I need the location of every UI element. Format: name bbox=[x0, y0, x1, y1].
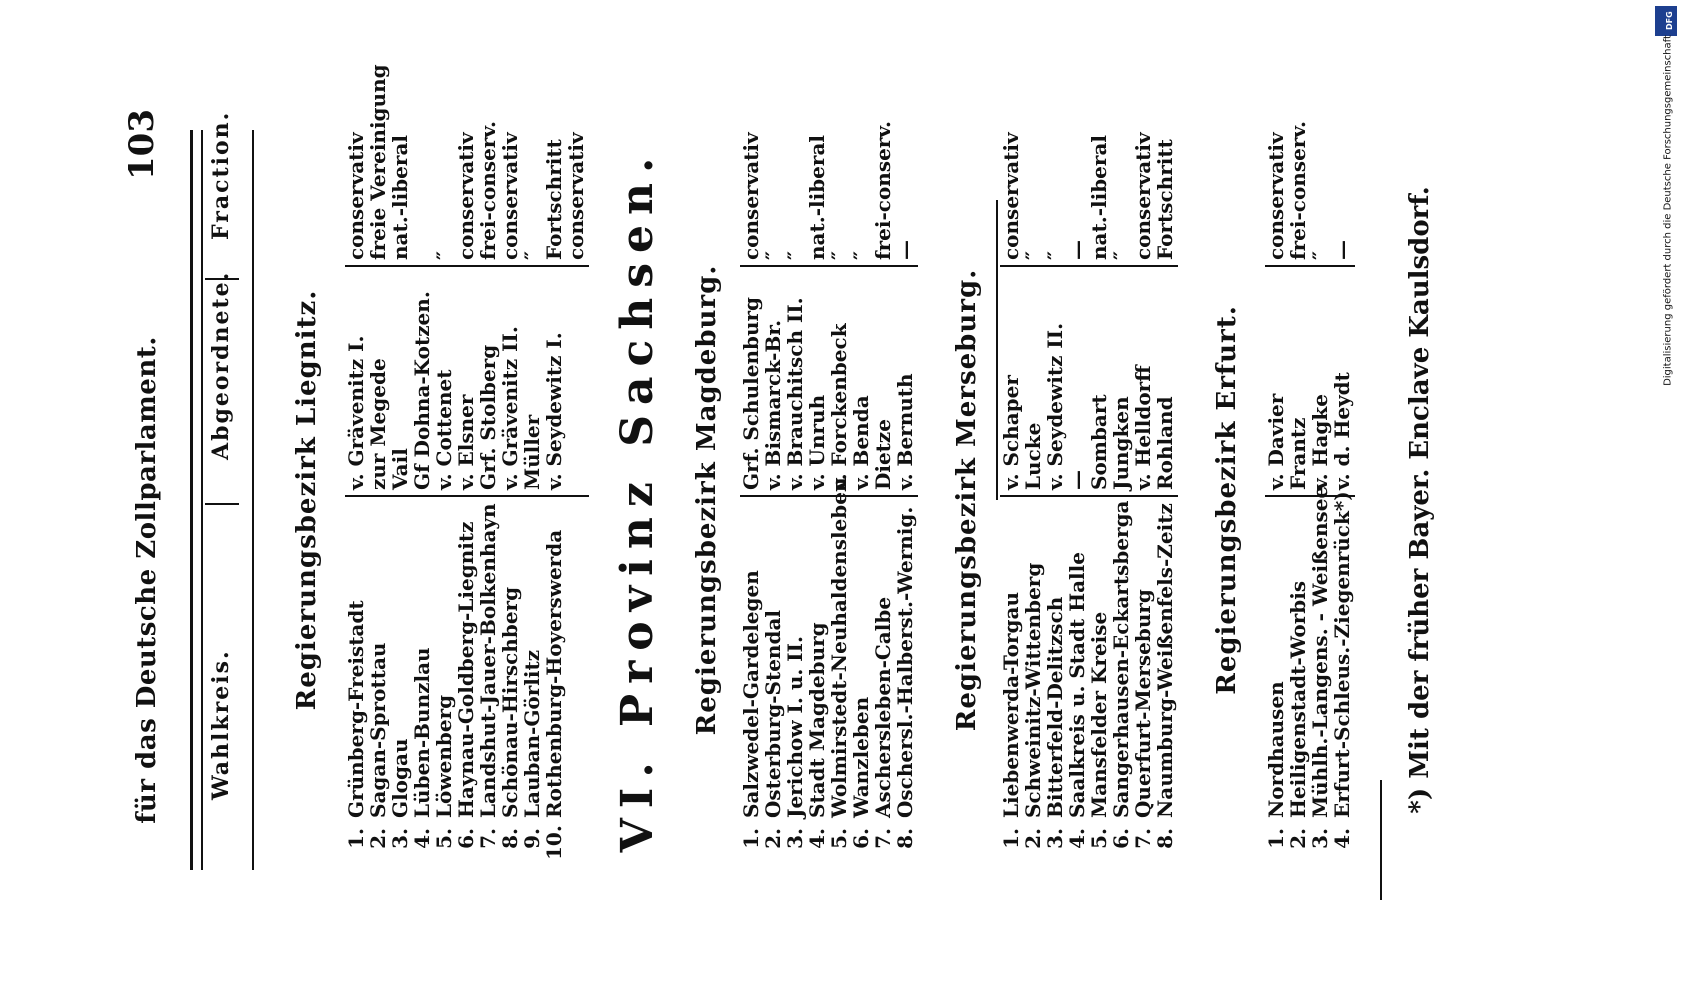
faction-name: ″ bbox=[520, 251, 544, 260]
faction-name: — bbox=[1330, 240, 1354, 260]
faction-name: nat.-liberal bbox=[805, 135, 829, 260]
footnote-rule bbox=[1380, 780, 1382, 900]
table-row bbox=[1331, 40, 1353, 900]
table-row bbox=[894, 40, 916, 900]
row-number: 5. bbox=[1087, 828, 1111, 849]
page-number: 103 bbox=[122, 109, 162, 180]
table-row bbox=[784, 40, 806, 900]
deputy-name: Dietze bbox=[871, 419, 895, 490]
district-name: Erfurt-Schleus.-Ziegenrück*) bbox=[1330, 491, 1354, 818]
table-row bbox=[1309, 40, 1331, 900]
table-row bbox=[367, 40, 389, 900]
deputy-name: v. d. Heydt bbox=[1330, 372, 1354, 490]
row-number: 8. bbox=[1153, 828, 1177, 849]
faction-name: ″ bbox=[827, 251, 851, 260]
deputy-name: Rohland bbox=[1153, 396, 1177, 490]
faction-name: ″ bbox=[1109, 251, 1133, 260]
deputy-name: v. Brauchitsch II. bbox=[783, 297, 807, 490]
row-number: 7. bbox=[476, 828, 500, 849]
running-head: für das Deutsche Zollparlament. bbox=[132, 336, 162, 824]
deputy-name: Grf. Schulenburg bbox=[739, 296, 763, 490]
faction-name: ″ bbox=[1043, 251, 1067, 260]
row-number: 1. bbox=[1264, 828, 1288, 849]
district-name: Rothenburg-Hoyerswerda bbox=[542, 529, 566, 818]
column-divider bbox=[1000, 265, 1178, 267]
column-separator bbox=[205, 278, 239, 280]
district-name: Aschersleben-Calbe bbox=[871, 596, 895, 818]
deputy-name: Grf. Stolberg bbox=[476, 344, 500, 490]
district-name: Wanzleben bbox=[849, 696, 873, 818]
deputy-name: Gf Dohna-Kotzen. bbox=[410, 291, 434, 490]
deputy-name: v. Cottenet bbox=[432, 369, 456, 490]
district-name: Saalkreis u. Stadt Halle bbox=[1065, 552, 1089, 818]
column-divider bbox=[1000, 495, 1178, 497]
faction-name: conservativ bbox=[564, 132, 588, 260]
district-name: Naumburg-Weißenfels-Zeitz bbox=[1153, 503, 1177, 818]
row-number: 3. bbox=[783, 828, 807, 849]
row-number: 4. bbox=[805, 828, 829, 849]
deputy-name: v. Unruh bbox=[805, 394, 829, 490]
deputy-name: v. Seydewitz I. bbox=[542, 332, 566, 490]
faction-name: ″ bbox=[761, 251, 785, 260]
faction-name: ″ bbox=[432, 251, 456, 260]
faction-name: — bbox=[893, 240, 917, 260]
faction-name: frei-conserv. bbox=[871, 121, 895, 260]
table-row bbox=[389, 40, 411, 900]
table-row bbox=[1110, 40, 1132, 900]
district-name: Sangerhausen-Eckartsberga bbox=[1109, 500, 1133, 818]
row-number: 2. bbox=[761, 828, 785, 849]
deputy-name: v. Bernuth bbox=[893, 373, 917, 490]
row-number: 8. bbox=[498, 828, 522, 849]
table-row bbox=[872, 40, 894, 900]
faction-name: — bbox=[1065, 240, 1089, 260]
province-title: VI. Provinz Sachsen. bbox=[612, 147, 663, 853]
row-number: 9. bbox=[520, 828, 544, 849]
row-number: 3. bbox=[1043, 828, 1067, 849]
row-number: 8. bbox=[893, 828, 917, 849]
section-title: Regierungsbezirk Liegnitz. bbox=[292, 289, 322, 711]
section-title: Regierungsbezirk Erfurt. bbox=[1212, 305, 1242, 695]
deputy-name: v. Bismarck-Br. bbox=[761, 319, 785, 490]
deputy-name: v. Benda bbox=[849, 395, 873, 490]
faction-name: ″ bbox=[1021, 251, 1045, 260]
table-row bbox=[521, 40, 543, 900]
table-row bbox=[1066, 40, 1088, 900]
table-row bbox=[455, 40, 477, 900]
table-row bbox=[1088, 40, 1110, 900]
column-header-faction: Fraction. bbox=[208, 110, 234, 240]
digitization-credit: Digitalisierung gefördert durch die Deutsche Forschungsgemeinschaft bbox=[1662, 35, 1674, 386]
table-row bbox=[1132, 40, 1154, 900]
row-number: 3. bbox=[388, 828, 412, 849]
district-name: Osterburg-Stendal bbox=[761, 609, 785, 818]
faction-name: nat.-liberal bbox=[1087, 135, 1111, 260]
table-row bbox=[433, 40, 455, 900]
district-name: Schönau-Hirschberg bbox=[498, 586, 522, 818]
district-name: Jerichow I. u. II. bbox=[783, 636, 807, 818]
column-divider bbox=[740, 265, 918, 267]
faction-name: nat.-liberal bbox=[388, 135, 412, 260]
deputy-name: zur Megede bbox=[366, 358, 390, 490]
deputy-name: v. Helldorff bbox=[1131, 365, 1155, 490]
table-row bbox=[1022, 40, 1044, 900]
row-number: 4. bbox=[1330, 828, 1354, 849]
column-header-district: Wahlkreis. bbox=[208, 649, 234, 800]
district-name: Heiligenstadt-Worbis bbox=[1286, 580, 1310, 818]
faction-name: conservativ bbox=[999, 132, 1023, 260]
row-number: 5. bbox=[827, 828, 851, 849]
row-number: 7. bbox=[871, 828, 895, 849]
faction-name: conservativ bbox=[739, 132, 763, 260]
table-row bbox=[1000, 40, 1022, 900]
deputy-name: Frantz bbox=[1286, 417, 1310, 490]
deputy-name: Müller bbox=[520, 414, 544, 490]
column-separator bbox=[205, 503, 239, 505]
row-number: 3. bbox=[1308, 828, 1332, 849]
deputy-name: v. Seydewitz II. bbox=[1043, 322, 1067, 490]
district-name: Liebenwerda-Torgau bbox=[999, 592, 1023, 818]
district-name: Grünberg-Freistadt bbox=[344, 600, 368, 818]
faction-name: frei-conserv. bbox=[1286, 121, 1310, 260]
district-name: Querfurt-Merseburg bbox=[1131, 589, 1155, 818]
district-name: Salzwedel-Gardelegen bbox=[739, 570, 763, 818]
faction-name: ″ bbox=[783, 251, 807, 260]
district-name: Löwenberg bbox=[432, 694, 456, 818]
faction-name: conservativ bbox=[454, 132, 478, 260]
header-rule bbox=[252, 130, 254, 870]
district-name: Bitterfeld-Delitzsch bbox=[1043, 596, 1067, 818]
deputy-name: Sombart bbox=[1087, 394, 1111, 490]
column-header-deputy: Abgeordnete. bbox=[208, 270, 234, 460]
deputy-name: Lucke bbox=[1021, 422, 1045, 490]
faction-name: ″ bbox=[1308, 251, 1332, 260]
deputy-name: v. Elsner bbox=[454, 394, 478, 490]
district-name: Oschersl.-Halberst.-Wernig. bbox=[893, 506, 917, 818]
deputy-name: Jungken bbox=[1109, 396, 1133, 490]
table-row bbox=[806, 40, 828, 900]
faction-name: frei-conserv. bbox=[476, 121, 500, 260]
table-top-rule bbox=[996, 200, 998, 500]
faction-name: conservativ bbox=[1131, 132, 1155, 260]
district-name: Mühlh.-Langens. - Weißensee bbox=[1308, 485, 1332, 818]
deputy-name: Vail bbox=[388, 448, 412, 490]
table-row bbox=[1265, 40, 1287, 900]
faction-name: conservativ bbox=[1264, 132, 1288, 260]
deputy-name: — bbox=[1065, 470, 1089, 490]
table-row bbox=[740, 40, 762, 900]
row-number: 10. bbox=[542, 825, 566, 860]
row-number: 4. bbox=[1065, 828, 1089, 849]
table-row bbox=[345, 40, 367, 900]
row-number: 5. bbox=[432, 828, 456, 849]
column-divider bbox=[1265, 265, 1355, 267]
faction-name: conservativ bbox=[344, 132, 368, 260]
district-name: Wolmirstedt-Neuhaldensleben bbox=[827, 477, 851, 818]
table-row bbox=[543, 40, 565, 900]
district-name: Mansfelder Kreise bbox=[1087, 611, 1111, 818]
faction-name: conservativ bbox=[498, 132, 522, 260]
column-divider bbox=[740, 495, 918, 497]
table-row bbox=[828, 40, 850, 900]
faction-name: freie Vereinigung bbox=[366, 64, 390, 260]
header-double-rule bbox=[190, 130, 203, 870]
row-number: 1. bbox=[739, 828, 763, 849]
table-row bbox=[850, 40, 872, 900]
district-name: Stadt Magdeburg bbox=[805, 622, 829, 818]
row-number: 1. bbox=[999, 828, 1023, 849]
row-number: 2. bbox=[1021, 828, 1045, 849]
table-row bbox=[762, 40, 784, 900]
row-number: 7. bbox=[1131, 828, 1155, 849]
credit-strip bbox=[1653, 0, 1683, 1000]
deputy-name: v. Schaper bbox=[999, 375, 1023, 490]
column-divider bbox=[345, 265, 589, 267]
deputy-name: v. Davier bbox=[1264, 393, 1288, 490]
deputy-name: v. Forckenbeck bbox=[827, 323, 851, 490]
footnote: *) Mit der früher Bayer. Enclave Kaulsdorf. bbox=[1405, 186, 1435, 814]
faction-name: ″ bbox=[849, 251, 873, 260]
row-number: 2. bbox=[1286, 828, 1310, 849]
table-row bbox=[477, 40, 499, 900]
faction-name: Fortschritt bbox=[542, 139, 566, 260]
district-name: Landshut-Jauer-Bolkenhayn bbox=[476, 503, 500, 818]
table-row bbox=[411, 40, 433, 900]
table-row bbox=[1287, 40, 1309, 900]
deputy-name: v. Grävenitz II. bbox=[498, 326, 522, 490]
row-number: 1. bbox=[344, 828, 368, 849]
row-number: 6. bbox=[849, 828, 873, 849]
row-number: 6. bbox=[1109, 828, 1133, 849]
district-name: Glogau bbox=[388, 738, 412, 818]
deputy-name: v. Grävenitz I. bbox=[344, 335, 368, 490]
district-name: Lauban-Görlitz bbox=[520, 649, 544, 818]
district-name: Nordhausen bbox=[1264, 681, 1288, 818]
district-name: Schweinitz-Wittenberg bbox=[1021, 562, 1045, 818]
dfg-logo: DFG bbox=[1655, 6, 1677, 36]
district-name: Sagan-Sprottau bbox=[366, 642, 390, 818]
deputy-name: v. Hagke bbox=[1308, 394, 1332, 490]
column-divider bbox=[345, 495, 589, 497]
section-title: Regierungsbezirk Magdeburg. bbox=[692, 264, 722, 736]
table-row bbox=[565, 40, 587, 900]
table-row bbox=[1154, 40, 1176, 900]
row-number: 6. bbox=[454, 828, 478, 849]
district-name: Haynau-Goldberg-Liegnitz bbox=[454, 521, 478, 818]
district-name: Lüben-Bunzlau bbox=[410, 647, 434, 818]
section-title: Regierungsbezirk Merseburg. bbox=[952, 268, 982, 732]
row-number: 2. bbox=[366, 828, 390, 849]
table-row bbox=[1044, 40, 1066, 900]
column-divider bbox=[1265, 495, 1355, 497]
row-number: 4. bbox=[410, 828, 434, 849]
faction-name: Fortschritt bbox=[1153, 139, 1177, 260]
table-row bbox=[499, 40, 521, 900]
